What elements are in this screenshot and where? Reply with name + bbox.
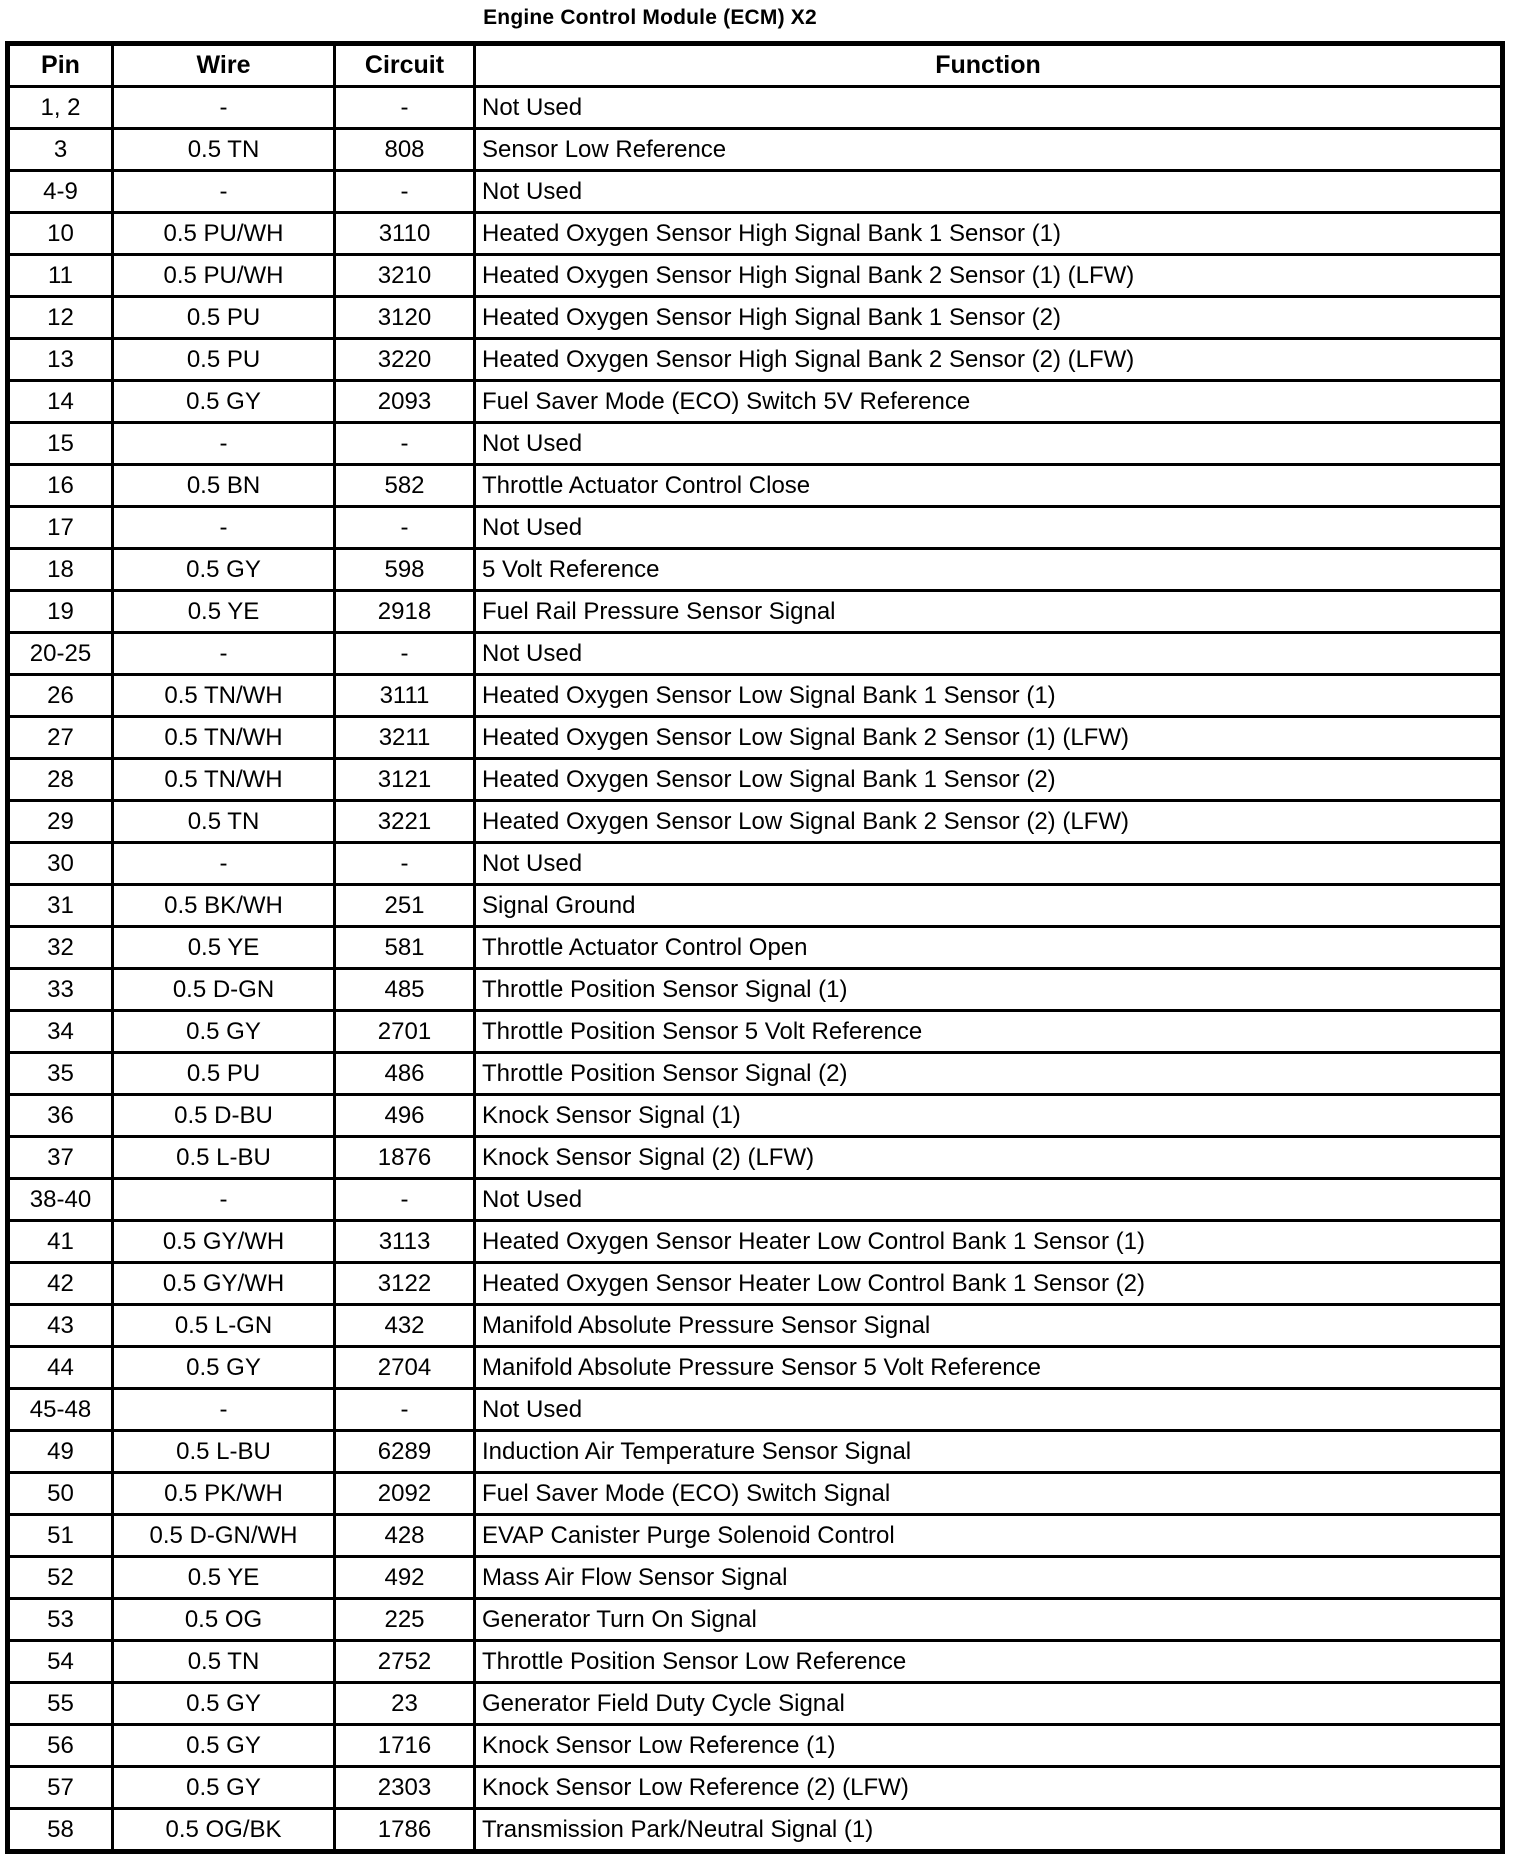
pin-cell: 16 xyxy=(8,465,113,507)
wire-cell: 0.5 L-BU xyxy=(113,1137,335,1179)
table-row xyxy=(8,213,1503,255)
wire-cell: 0.5 TN/WH xyxy=(113,717,335,759)
pin-cell: 50 xyxy=(8,1473,113,1515)
function-cell: Not Used xyxy=(475,843,1503,885)
circuit-cell: - xyxy=(335,423,475,465)
table-row xyxy=(8,1389,1503,1431)
pin-cell: 42 xyxy=(8,1263,113,1305)
wire-cell: 0.5 TN/WH xyxy=(113,675,335,717)
function-cell: Manifold Absolute Pressure Sensor Signal xyxy=(475,1305,1503,1347)
pin-cell: 53 xyxy=(8,1599,113,1641)
wire-cell: - xyxy=(113,843,335,885)
function-cell: Not Used xyxy=(475,633,1503,675)
function-cell: Induction Air Temperature Sensor Signal xyxy=(475,1431,1503,1473)
function-cell: Throttle Actuator Control Close xyxy=(475,465,1503,507)
circuit-cell: - xyxy=(335,171,475,213)
circuit-cell: 2701 xyxy=(335,1011,475,1053)
table-row xyxy=(8,759,1503,801)
circuit-cell: 3111 xyxy=(335,675,475,717)
function-cell: 5 Volt Reference xyxy=(475,549,1503,591)
table-row xyxy=(8,549,1503,591)
wire-cell: 0.5 GY xyxy=(113,1347,335,1389)
table-row xyxy=(8,87,1503,129)
circuit-cell: 2918 xyxy=(335,591,475,633)
pin-cell: 41 xyxy=(8,1221,113,1263)
pin-cell: 38-40 xyxy=(8,1179,113,1221)
function-cell: Knock Sensor Signal (1) xyxy=(475,1095,1503,1137)
table-row xyxy=(8,843,1503,885)
function-cell: Heated Oxygen Sensor Low Signal Bank 1 Sensor (2) xyxy=(475,759,1503,801)
column-header-circuit: Circuit xyxy=(335,44,475,87)
circuit-cell: 6289 xyxy=(335,1431,475,1473)
function-cell: Heated Oxygen Sensor Heater Low Control Bank 1 Sensor (2) xyxy=(475,1263,1503,1305)
wire-cell: 0.5 GY xyxy=(113,1683,335,1725)
circuit-cell: 1876 xyxy=(335,1137,475,1179)
function-cell: Not Used xyxy=(475,423,1503,465)
table-row xyxy=(8,1767,1503,1809)
circuit-cell: 1786 xyxy=(335,1809,475,1852)
wire-cell: - xyxy=(113,1179,335,1221)
function-cell: Heated Oxygen Sensor High Signal Bank 2 Sensor (2) (LFW) xyxy=(475,339,1503,381)
wire-cell: 0.5 PU/WH xyxy=(113,213,335,255)
wire-cell: 0.5 PU/WH xyxy=(113,255,335,297)
column-header-wire: Wire xyxy=(113,44,335,87)
pin-cell: 35 xyxy=(8,1053,113,1095)
table-row xyxy=(8,1431,1503,1473)
function-cell: Fuel Saver Mode (ECO) Switch 5V Reference xyxy=(475,381,1503,423)
table-row xyxy=(8,129,1503,171)
column-header-function: Function xyxy=(475,44,1503,87)
wire-cell: - xyxy=(113,423,335,465)
function-cell: Generator Turn On Signal xyxy=(475,1599,1503,1641)
pin-cell: 45-48 xyxy=(8,1389,113,1431)
circuit-cell: 428 xyxy=(335,1515,475,1557)
pin-cell: 43 xyxy=(8,1305,113,1347)
table-row xyxy=(8,633,1503,675)
circuit-cell: 486 xyxy=(335,1053,475,1095)
function-cell: Sensor Low Reference xyxy=(475,129,1503,171)
table-row xyxy=(8,1557,1503,1599)
wire-cell: 0.5 BK/WH xyxy=(113,885,335,927)
circuit-cell: 23 xyxy=(335,1683,475,1725)
circuit-cell: 2092 xyxy=(335,1473,475,1515)
table-row xyxy=(8,507,1503,549)
function-cell: Heated Oxygen Sensor Low Signal Bank 2 Sensor (1) (LFW) xyxy=(475,717,1503,759)
wire-cell: 0.5 YE xyxy=(113,591,335,633)
wire-cell: 0.5 TN xyxy=(113,801,335,843)
pin-cell: 33 xyxy=(8,969,113,1011)
function-cell: Not Used xyxy=(475,87,1503,129)
circuit-cell: - xyxy=(335,843,475,885)
circuit-cell: 581 xyxy=(335,927,475,969)
wire-cell: 0.5 GY xyxy=(113,381,335,423)
pin-cell: 37 xyxy=(8,1137,113,1179)
wire-cell: 0.5 TN xyxy=(113,129,335,171)
wire-cell: 0.5 PU xyxy=(113,297,335,339)
pin-cell: 18 xyxy=(8,549,113,591)
pin-cell: 31 xyxy=(8,885,113,927)
pin-cell: 15 xyxy=(8,423,113,465)
pin-cell: 52 xyxy=(8,1557,113,1599)
function-cell: Not Used xyxy=(475,171,1503,213)
circuit-cell: - xyxy=(335,87,475,129)
circuit-cell: 2093 xyxy=(335,381,475,423)
wire-cell: 0.5 GY/WH xyxy=(113,1263,335,1305)
function-cell: Not Used xyxy=(475,1179,1503,1221)
table-row xyxy=(8,339,1503,381)
circuit-cell: 582 xyxy=(335,465,475,507)
wire-cell: 0.5 BN xyxy=(113,465,335,507)
circuit-cell: 496 xyxy=(335,1095,475,1137)
table-row xyxy=(8,1347,1503,1389)
pin-cell: 34 xyxy=(8,1011,113,1053)
function-cell: Not Used xyxy=(475,1389,1503,1431)
function-cell: Mass Air Flow Sensor Signal xyxy=(475,1557,1503,1599)
wire-cell: 0.5 D-BU xyxy=(113,1095,335,1137)
table-row xyxy=(8,297,1503,339)
ecm-pinout-table xyxy=(5,41,1505,1854)
circuit-cell: 3121 xyxy=(335,759,475,801)
table-row xyxy=(8,1473,1503,1515)
pin-cell: 32 xyxy=(8,927,113,969)
circuit-cell: 492 xyxy=(335,1557,475,1599)
table-row xyxy=(8,1095,1503,1137)
wire-cell: 0.5 OG xyxy=(113,1599,335,1641)
pin-cell: 29 xyxy=(8,801,113,843)
circuit-cell: 2752 xyxy=(335,1641,475,1683)
pin-cell: 3 xyxy=(8,129,113,171)
circuit-cell: - xyxy=(335,633,475,675)
table-row xyxy=(8,381,1503,423)
function-cell: EVAP Canister Purge Solenoid Control xyxy=(475,1515,1503,1557)
table-row xyxy=(8,465,1503,507)
table-row xyxy=(8,1809,1503,1852)
function-cell: Throttle Position Sensor Signal (2) xyxy=(475,1053,1503,1095)
table-row xyxy=(8,1053,1503,1095)
wire-cell: 0.5 GY xyxy=(113,1725,335,1767)
function-cell: Transmission Park/Neutral Signal (1) xyxy=(475,1809,1503,1852)
wire-cell: 0.5 D-GN/WH xyxy=(113,1515,335,1557)
wire-cell: 0.5 GY xyxy=(113,1767,335,1809)
wire-cell: 0.5 YE xyxy=(113,1557,335,1599)
function-cell: Knock Sensor Low Reference (2) (LFW) xyxy=(475,1767,1503,1809)
table-row xyxy=(8,927,1503,969)
table-row xyxy=(8,885,1503,927)
circuit-cell: 3120 xyxy=(335,297,475,339)
table-row xyxy=(8,801,1503,843)
pin-cell: 28 xyxy=(8,759,113,801)
table-row xyxy=(8,675,1503,717)
column-header-pin: Pin xyxy=(8,44,113,87)
wire-cell: 0.5 OG/BK xyxy=(113,1809,335,1852)
table-row xyxy=(8,423,1503,465)
function-cell: Heated Oxygen Sensor Low Signal Bank 2 Sensor (2) (LFW) xyxy=(475,801,1503,843)
wire-cell: - xyxy=(113,1389,335,1431)
table-row xyxy=(8,1641,1503,1683)
circuit-cell: 225 xyxy=(335,1599,475,1641)
circuit-cell: - xyxy=(335,1179,475,1221)
function-cell: Not Used xyxy=(475,507,1503,549)
circuit-cell: 3210 xyxy=(335,255,475,297)
circuit-cell: - xyxy=(335,1389,475,1431)
circuit-cell: 3110 xyxy=(335,213,475,255)
pin-cell: 54 xyxy=(8,1641,113,1683)
function-cell: Heated Oxygen Sensor High Signal Bank 1 Sensor (1) xyxy=(475,213,1503,255)
table-row xyxy=(8,1179,1503,1221)
table-row xyxy=(8,1683,1503,1725)
circuit-cell: 3122 xyxy=(335,1263,475,1305)
pin-cell: 30 xyxy=(8,843,113,885)
table-row xyxy=(8,1011,1503,1053)
pin-cell: 1, 2 xyxy=(8,87,113,129)
pin-cell: 49 xyxy=(8,1431,113,1473)
pin-cell: 44 xyxy=(8,1347,113,1389)
table-row xyxy=(8,1599,1503,1641)
wire-cell: 0.5 L-GN xyxy=(113,1305,335,1347)
pin-cell: 20-25 xyxy=(8,633,113,675)
circuit-cell: 3220 xyxy=(335,339,475,381)
table-row xyxy=(8,1137,1503,1179)
function-cell: Throttle Actuator Control Open xyxy=(475,927,1503,969)
circuit-cell: 2704 xyxy=(335,1347,475,1389)
table-row xyxy=(8,1305,1503,1347)
circuit-cell: 485 xyxy=(335,969,475,1011)
pin-cell: 11 xyxy=(8,255,113,297)
pin-cell: 19 xyxy=(8,591,113,633)
wire-cell: 0.5 GY xyxy=(113,549,335,591)
table-row xyxy=(8,717,1503,759)
pin-cell: 17 xyxy=(8,507,113,549)
circuit-cell: 3113 xyxy=(335,1221,475,1263)
page-title: Engine Control Module (ECM) X2 xyxy=(483,6,817,29)
pin-cell: 36 xyxy=(8,1095,113,1137)
wire-cell: 0.5 PK/WH xyxy=(113,1473,335,1515)
circuit-cell: 3211 xyxy=(335,717,475,759)
wire-cell: 0.5 PU xyxy=(113,339,335,381)
circuit-cell: - xyxy=(335,507,475,549)
function-cell: Throttle Position Sensor 5 Volt Reference xyxy=(475,1011,1503,1053)
pin-cell: 14 xyxy=(8,381,113,423)
title-bar xyxy=(0,0,1300,30)
function-cell: Throttle Position Sensor Low Reference xyxy=(475,1641,1503,1683)
wire-cell: 0.5 L-BU xyxy=(113,1431,335,1473)
circuit-cell: 1716 xyxy=(335,1725,475,1767)
wire-cell: 0.5 D-GN xyxy=(113,969,335,1011)
function-cell: Heated Oxygen Sensor Low Signal Bank 1 Sensor (1) xyxy=(475,675,1503,717)
function-cell: Throttle Position Sensor Signal (1) xyxy=(475,969,1503,1011)
circuit-cell: 432 xyxy=(335,1305,475,1347)
pin-cell: 58 xyxy=(8,1809,113,1852)
pin-cell: 10 xyxy=(8,213,113,255)
function-cell: Generator Field Duty Cycle Signal xyxy=(475,1683,1503,1725)
wire-cell: - xyxy=(113,507,335,549)
pin-cell: 56 xyxy=(8,1725,113,1767)
function-cell: Knock Sensor Signal (2) (LFW) xyxy=(475,1137,1503,1179)
function-cell: Signal Ground xyxy=(475,885,1503,927)
function-cell: Manifold Absolute Pressure Sensor 5 Volt Reference xyxy=(475,1347,1503,1389)
wire-cell: - xyxy=(113,171,335,213)
pin-cell: 57 xyxy=(8,1767,113,1809)
circuit-cell: 3221 xyxy=(335,801,475,843)
table-row xyxy=(8,171,1503,213)
function-cell: Fuel Saver Mode (ECO) Switch Signal xyxy=(475,1473,1503,1515)
table-header-row xyxy=(8,44,1503,87)
circuit-cell: 251 xyxy=(335,885,475,927)
circuit-cell: 2303 xyxy=(335,1767,475,1809)
table-row xyxy=(8,969,1503,1011)
wire-cell: - xyxy=(113,633,335,675)
function-cell: Heated Oxygen Sensor High Signal Bank 1 Sensor (2) xyxy=(475,297,1503,339)
function-cell: Fuel Rail Pressure Sensor Signal xyxy=(475,591,1503,633)
pin-cell: 51 xyxy=(8,1515,113,1557)
function-cell: Knock Sensor Low Reference (1) xyxy=(475,1725,1503,1767)
table-row xyxy=(8,1263,1503,1305)
wire-cell: 0.5 TN/WH xyxy=(113,759,335,801)
table-row xyxy=(8,1221,1503,1263)
pin-cell: 55 xyxy=(8,1683,113,1725)
wire-cell: 0.5 PU xyxy=(113,1053,335,1095)
function-cell: Heated Oxygen Sensor Heater Low Control Bank 1 Sensor (1) xyxy=(475,1221,1503,1263)
circuit-cell: 808 xyxy=(335,129,475,171)
table-row xyxy=(8,255,1503,297)
table-row xyxy=(8,1515,1503,1557)
table-row xyxy=(8,591,1503,633)
pin-cell: 13 xyxy=(8,339,113,381)
pin-cell: 27 xyxy=(8,717,113,759)
table-row xyxy=(8,1725,1503,1767)
wire-cell: 0.5 GY xyxy=(113,1011,335,1053)
pin-cell: 4-9 xyxy=(8,171,113,213)
pin-cell: 26 xyxy=(8,675,113,717)
wire-cell: - xyxy=(113,87,335,129)
pin-cell: 12 xyxy=(8,297,113,339)
function-cell: Heated Oxygen Sensor High Signal Bank 2 Sensor (1) (LFW) xyxy=(475,255,1503,297)
wire-cell: 0.5 GY/WH xyxy=(113,1221,335,1263)
wire-cell: 0.5 TN xyxy=(113,1641,335,1683)
wire-cell: 0.5 YE xyxy=(113,927,335,969)
circuit-cell: 598 xyxy=(335,549,475,591)
